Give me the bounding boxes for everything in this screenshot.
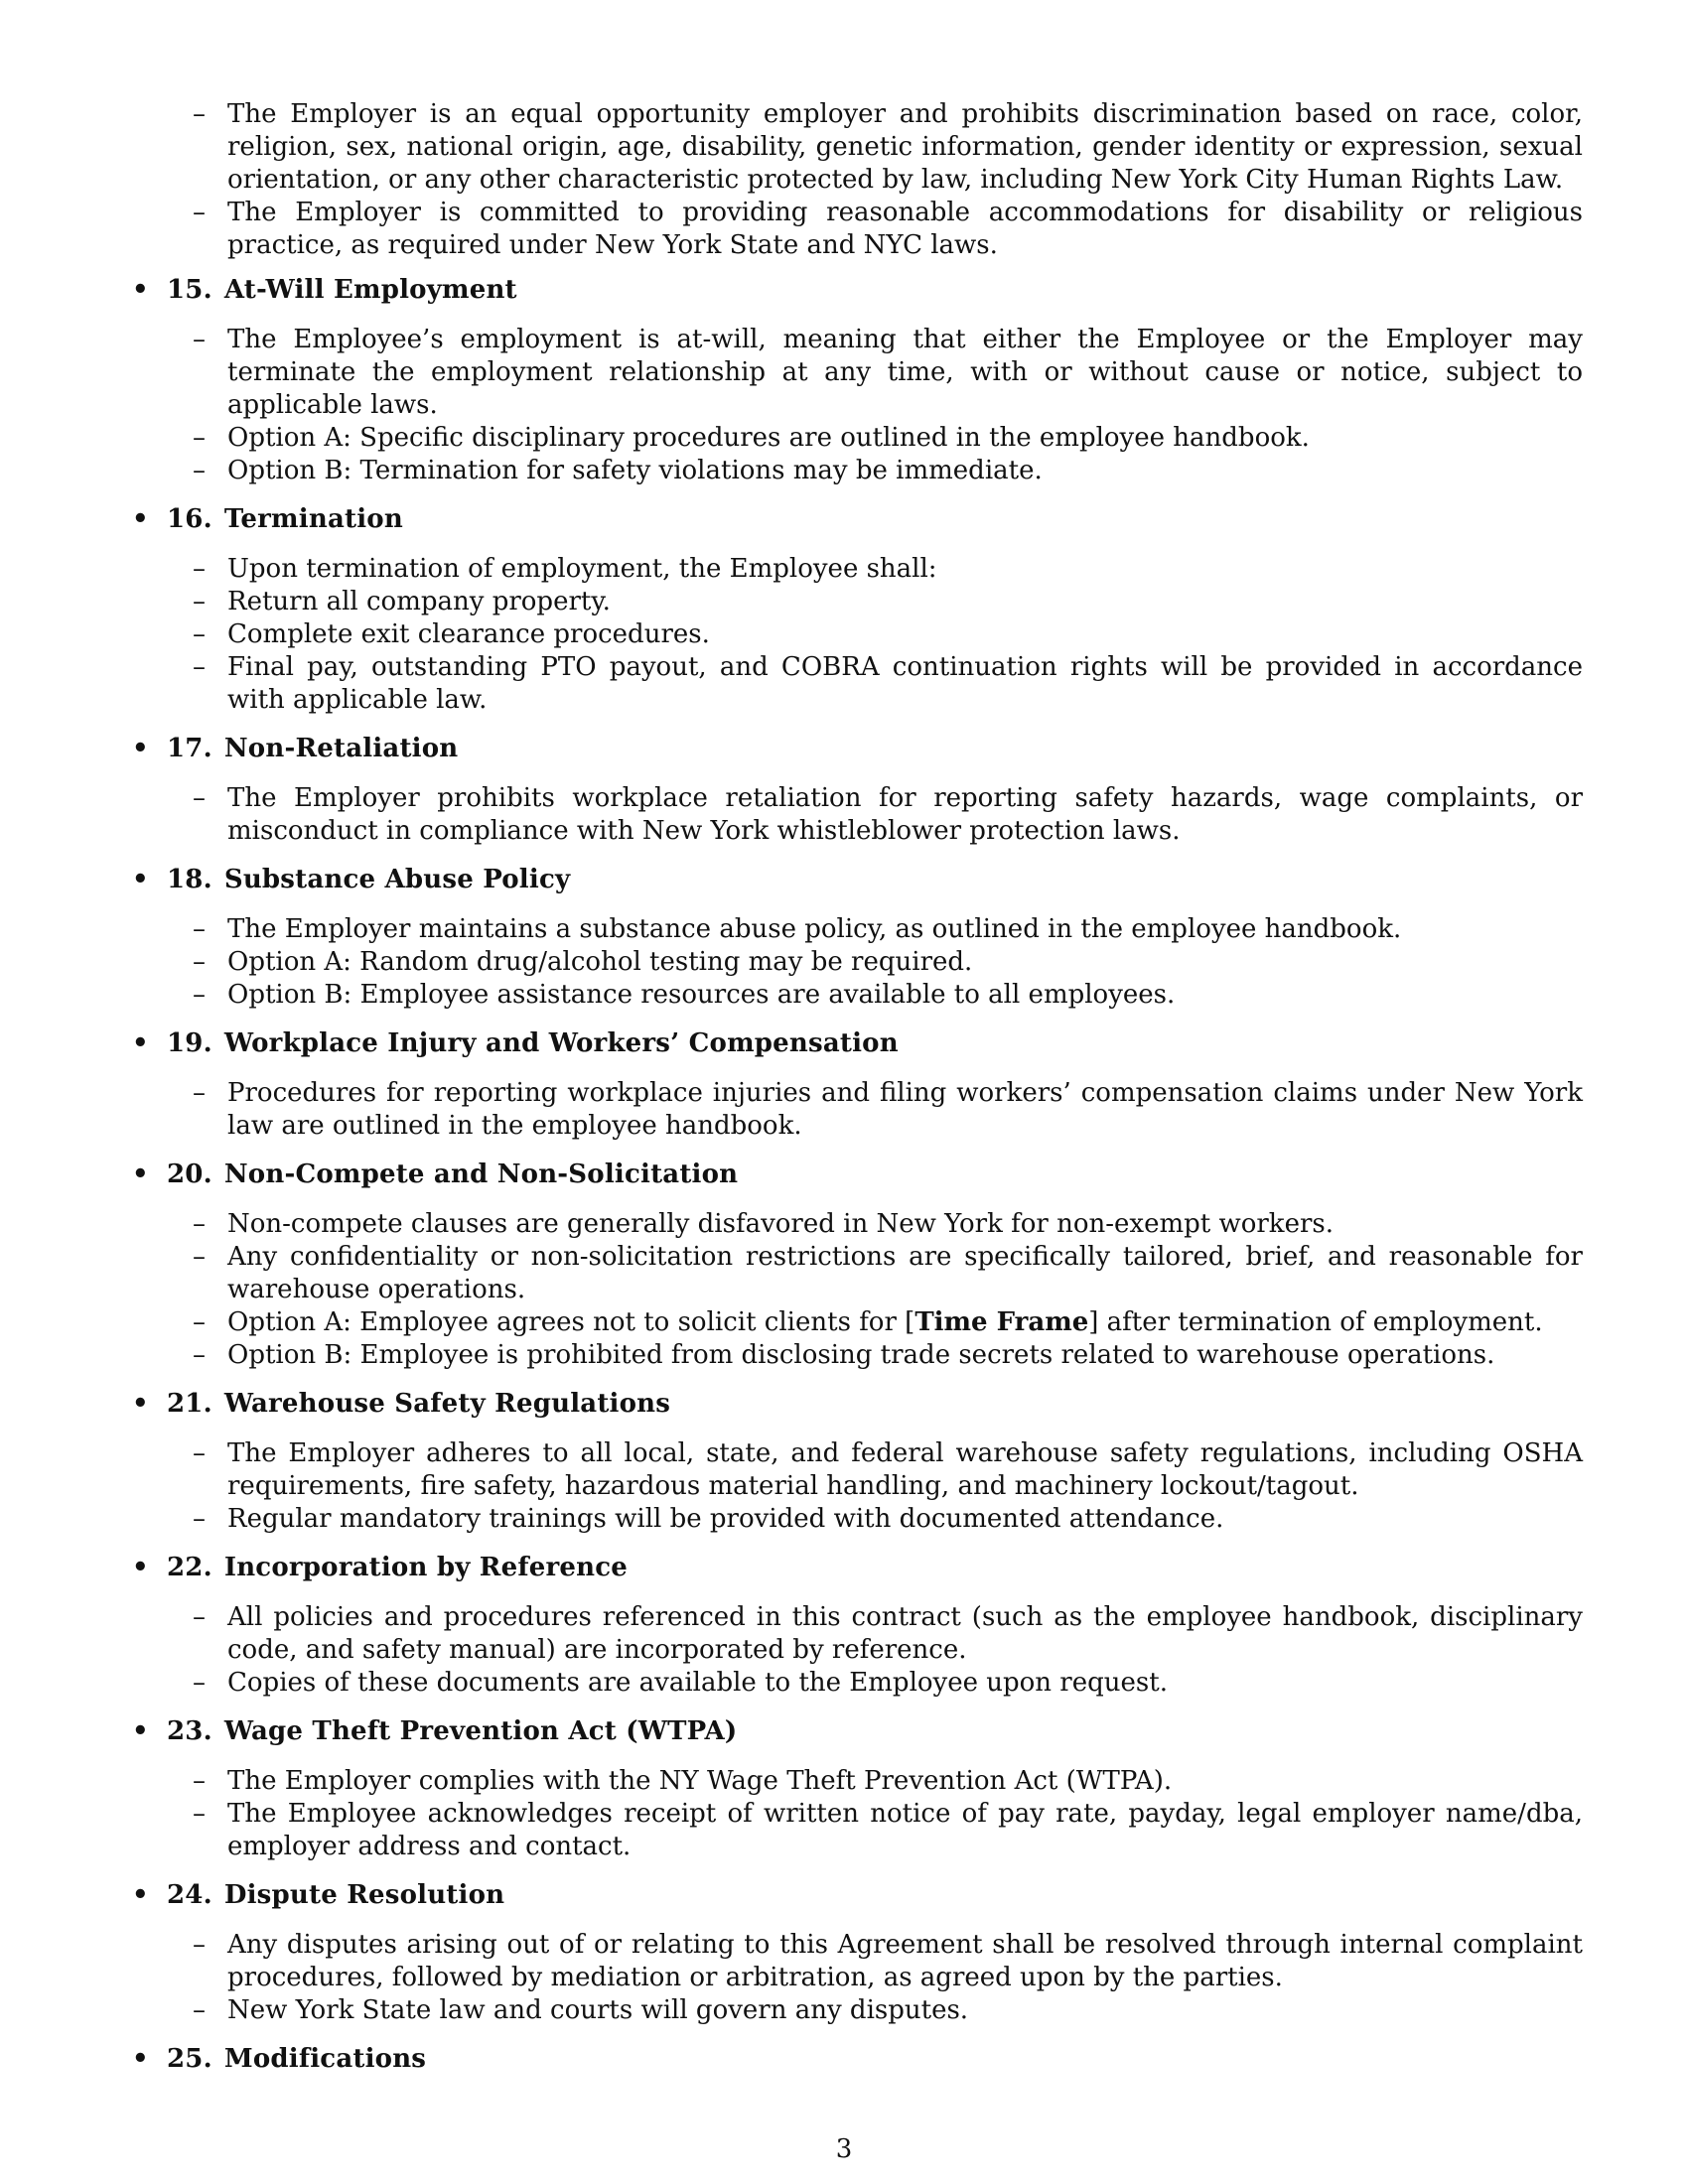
section-heading	[132, 1027, 1583, 1060]
section-title: Incorporation by Reference	[223, 1553, 628, 1582]
list-item-text: The Employer complies with the NY Wage Theft Prevention Act (WTPA).	[227, 1766, 1173, 1796]
list-item-text: Option B: Employee assistance resources are available to all employees.	[227, 980, 1176, 1010]
section	[132, 1159, 1583, 1372]
list-item-text: Option A: Specific disciplinary procedures are outlined in the employee handbook.	[227, 423, 1310, 453]
dash-marker: –	[193, 1242, 206, 1272]
list-item	[193, 1208, 1583, 1241]
section-number: 19.	[167, 1028, 212, 1058]
list-item	[193, 979, 1583, 1012]
section-title: At-Will Employment	[223, 275, 517, 305]
section	[132, 2043, 1583, 2076]
list-item-text: Final pay, outstanding PTO payout, and COBRA continuation rights will be provided in accordance with applicable law.	[227, 652, 1583, 715]
list-item	[193, 1306, 1583, 1339]
list-item-text: Non-compete clauses are generally disfavored in New York for non-exempt workers.	[227, 1209, 1334, 1239]
list-item	[193, 782, 1583, 848]
section-heading	[132, 1159, 1583, 1191]
list-item	[193, 946, 1583, 979]
bullet-marker: •	[132, 1160, 149, 1189]
section-items	[132, 324, 1583, 487]
continued-list	[193, 98, 1583, 262]
dash-marker: –	[193, 99, 206, 129]
list-item	[193, 1929, 1583, 1994]
dash-marker: –	[193, 1995, 206, 2025]
section-heading	[132, 2043, 1583, 2076]
bullet-marker: •	[132, 1716, 149, 1746]
section-heading	[132, 503, 1583, 536]
section-items	[132, 782, 1583, 848]
list-item-text: Complete exit clearance procedures.	[227, 619, 710, 649]
dash-marker: –	[193, 1307, 206, 1337]
section-items	[132, 1765, 1583, 1863]
list-item-text: Any confidentiality or non-solicitation restrictions are specifically tailored, brief, and reasonable for warehouse operations.	[227, 1242, 1583, 1304]
section-heading	[132, 1715, 1583, 1748]
section	[132, 733, 1583, 848]
list-item	[193, 1077, 1583, 1143]
list-item	[193, 98, 1583, 197]
list-item	[193, 1437, 1583, 1503]
section	[132, 1027, 1583, 1143]
bullet-marker: •	[132, 734, 149, 763]
section-heading	[132, 274, 1583, 307]
section-heading	[132, 1879, 1583, 1912]
section-number: 23.	[167, 1716, 212, 1746]
list-item-text: The Employer prohibits workplace retaliation for reporting safety hazards, wage complaints, or misconduct in compliance with New York whistleblower protection laws.	[227, 783, 1583, 846]
section	[132, 1879, 1583, 2027]
list-item	[193, 1241, 1583, 1306]
dash-marker: –	[193, 783, 206, 813]
list-item	[193, 1339, 1583, 1372]
list-item-text: Copies of these documents are available to the Employee upon request.	[227, 1668, 1168, 1698]
section	[132, 1715, 1583, 1863]
list-item	[193, 197, 1583, 262]
list-item-text: The Employee’s employment is at-will, meaning that either the Employee or the Employer may terminate the employment relationship at any time, with or without cause or notice, subject to applicable laws.	[227, 325, 1583, 420]
section-items	[132, 553, 1583, 717]
dash-marker: –	[193, 554, 206, 584]
dash-marker: –	[193, 1504, 206, 1534]
section-items	[132, 913, 1583, 1012]
section-heading	[132, 733, 1583, 765]
section-title: Warehouse Safety Regulations	[223, 1389, 671, 1419]
section-number: 25.	[167, 2044, 212, 2074]
section-title: Non-Compete and Non-Solicitation	[223, 1160, 739, 1189]
list-item-text: New York State law and courts will govern any disputes.	[227, 1995, 969, 2025]
bullet-marker: •	[132, 1553, 149, 1582]
list-item-text: ] after termination of employment.	[1088, 1307, 1543, 1337]
list-item-text: Any disputes arising out of or relating to this Agreement shall be resolved through internal complaint procedures, followed by mediation or arbitration, as agreed upon by the parties.	[227, 1930, 1583, 1992]
section-number: 22.	[167, 1553, 212, 1582]
section-title: Workplace Injury and Workers’ Compensation	[223, 1028, 899, 1058]
section-items	[132, 1077, 1583, 1143]
dash-marker: –	[193, 587, 206, 616]
dash-marker: –	[193, 914, 206, 944]
list-item-text: All policies and procedures referenced in this contract (such as the employee handbook, disciplinary code, and safety manual) are incorporated by reference.	[227, 1602, 1583, 1665]
section	[132, 1552, 1583, 1700]
dash-marker: –	[193, 1668, 206, 1698]
list-item-text: Option B: Termination for safety violations may be immediate.	[227, 456, 1043, 485]
dash-marker: –	[193, 1766, 206, 1796]
dash-marker: –	[193, 980, 206, 1010]
list-item	[193, 324, 1583, 422]
section-items	[132, 1929, 1583, 2027]
list-item-text: Regular mandatory trainings will be provided with documented attendance.	[227, 1504, 1224, 1534]
dash-marker: –	[193, 423, 206, 453]
section-title: Substance Abuse Policy	[223, 865, 571, 894]
dash-marker: –	[193, 1930, 206, 1960]
sections-list	[132, 274, 1583, 2093]
section-items	[132, 1601, 1583, 1700]
dash-marker: –	[193, 619, 206, 649]
section-title: Termination	[223, 504, 403, 534]
list-item	[193, 1765, 1583, 1798]
list-item-text: The Employer maintains a substance abuse policy, as outlined in the employee handbook.	[227, 914, 1402, 944]
section-heading	[132, 864, 1583, 896]
list-item-text: The Employer is committed to providing reasonable accommodations for disability or religious practice, as required under New York State and NYC laws.	[227, 198, 1583, 260]
dash-marker: –	[193, 1340, 206, 1370]
list-item	[193, 1503, 1583, 1536]
list-item	[193, 455, 1583, 487]
list-item-text: Option B: Employee is prohibited from disclosing trade secrets related to warehouse operations.	[227, 1340, 1495, 1370]
section	[132, 864, 1583, 1012]
section-number: 18.	[167, 865, 212, 894]
section	[132, 503, 1583, 717]
dash-marker: –	[193, 456, 206, 485]
section-title: Modifications	[223, 2044, 427, 2074]
dash-marker: –	[193, 1078, 206, 1108]
dash-marker: –	[193, 1209, 206, 1239]
dash-marker: –	[193, 325, 206, 354]
list-item	[193, 553, 1583, 586]
list-item	[193, 1667, 1583, 1700]
section-number: 24.	[167, 1880, 212, 1910]
list-item-text: The Employer is an equal opportunity employer and prohibits discrimination based on race, color, religion, sex, national origin, age, disability, genetic information, gender identity or expression, sexual orientation, or any other characteristic protected by law, including New York City Human Rights Law.	[227, 99, 1583, 195]
bullet-marker: •	[132, 865, 149, 894]
page-number: 3	[835, 2134, 853, 2164]
list-item-text: Return all company property.	[227, 587, 611, 616]
section-heading	[132, 1552, 1583, 1584]
section-items	[132, 1437, 1583, 1536]
section-title: Non-Retaliation	[223, 734, 459, 763]
dash-marker: –	[193, 1438, 206, 1468]
list-item	[193, 1601, 1583, 1667]
section-heading	[132, 1388, 1583, 1421]
list-item	[193, 586, 1583, 618]
list-item-text: Upon termination of employment, the Employee shall:	[227, 554, 937, 584]
section	[132, 1388, 1583, 1536]
bullet-marker: •	[132, 275, 149, 305]
list-item	[193, 1994, 1583, 2027]
list-item-text: The Employee acknowledges receipt of written notice of pay rate, payday, legal employer name/dba, employer address and contact.	[227, 1799, 1583, 1861]
bullet-marker: •	[132, 1389, 149, 1419]
dash-marker: –	[193, 1602, 206, 1632]
list-item-text: The Employer adheres to all local, state, and federal warehouse safety regulations, including OSHA requirements, fire safety, hazardous material handling, and machinery lockout/tagout.	[227, 1438, 1583, 1501]
bullet-marker: •	[132, 1880, 149, 1910]
list-item	[193, 913, 1583, 946]
list-item-text: Procedures for reporting workplace injuries and filing workers’ compensation claims under New York law are outlined in the employee handbook.	[227, 1078, 1583, 1141]
placeholder-field: Time Frame	[914, 1307, 1089, 1337]
bullet-marker: •	[132, 2044, 149, 2074]
section-number: 16.	[167, 504, 212, 534]
section-title: Dispute Resolution	[223, 1880, 505, 1910]
bullet-marker: •	[132, 1028, 149, 1058]
dash-marker: –	[193, 652, 206, 682]
list-item	[193, 651, 1583, 717]
section-number: 20.	[167, 1160, 212, 1189]
dash-marker: –	[193, 947, 206, 977]
list-item-text: Option A: Random drug/alcohol testing may be required.	[227, 947, 973, 977]
list-item	[193, 618, 1583, 651]
section	[132, 274, 1583, 487]
section-number: 15.	[167, 275, 212, 305]
list-item	[193, 1798, 1583, 1863]
dash-marker: –	[193, 198, 206, 227]
section-number: 17.	[167, 734, 212, 763]
list-item	[193, 422, 1583, 455]
list-item-text: Option A: Employee agrees not to solicit clients for [	[227, 1307, 915, 1337]
section-items	[132, 1208, 1583, 1372]
bullet-marker: •	[132, 504, 149, 534]
section-title: Wage Theft Prevention Act (WTPA)	[223, 1716, 738, 1746]
dash-marker: –	[193, 1799, 206, 1829]
section-number: 21.	[167, 1389, 212, 1419]
